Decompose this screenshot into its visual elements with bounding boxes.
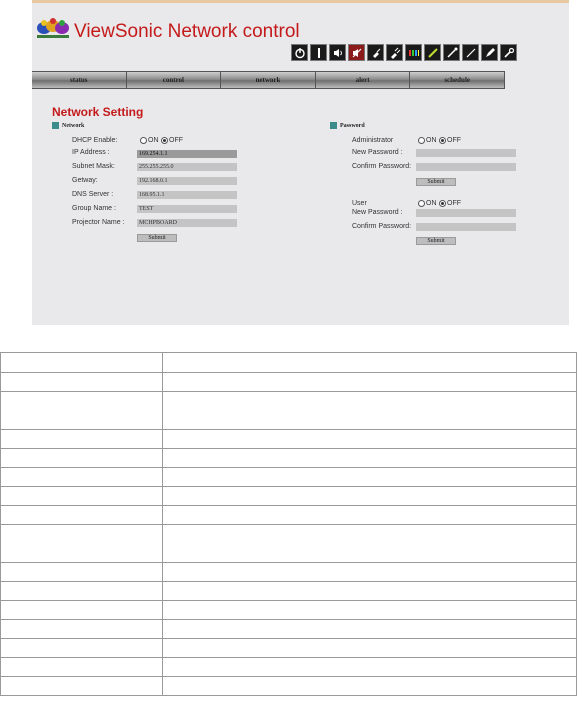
- user-label: User: [352, 200, 367, 207]
- table-row: [1, 487, 577, 506]
- administrator-label: Administrator: [352, 137, 394, 144]
- table-cell: [1, 468, 163, 487]
- table-row: [1, 373, 577, 392]
- password-heading-label: Password: [340, 122, 365, 129]
- table-row: [1, 449, 577, 468]
- power-icon[interactable]: [291, 44, 308, 61]
- dhcp-label: DHCP Enable:: [72, 137, 118, 144]
- table-row: [1, 353, 577, 373]
- radio-on-icon: [418, 200, 425, 207]
- ip-address-field[interactable]: 169.254.1.1: [137, 150, 237, 158]
- table-cell: [1, 487, 163, 506]
- table-cell: [1, 582, 163, 601]
- table-cell: [1, 449, 163, 468]
- section-square-icon: [52, 122, 59, 129]
- table-cell: [1, 373, 163, 392]
- table-row: [1, 620, 577, 639]
- table-cell: [163, 430, 577, 449]
- radio-checked-icon: [439, 200, 446, 207]
- network-submit-button[interactable]: Submit: [137, 234, 177, 242]
- table-cell: [1, 563, 163, 582]
- user-on-radio[interactable]: ON: [418, 200, 437, 207]
- control-toolbar: [291, 44, 517, 61]
- user-confirm-password-label: Confirm Password:: [352, 223, 412, 230]
- table-cell: [163, 563, 577, 582]
- tab-status[interactable]: status: [32, 72, 127, 88]
- volume-icon[interactable]: [329, 44, 346, 61]
- table-row: [1, 392, 577, 430]
- table-cell: [163, 449, 577, 468]
- gateway-field[interactable]: 192.168.0.1: [137, 177, 237, 185]
- subnet-label: Subnet Mask:: [72, 163, 115, 170]
- table-cell: [163, 620, 577, 639]
- subnet-mask-field[interactable]: 255.255.255.0: [137, 163, 237, 171]
- plug2-icon[interactable]: [386, 44, 403, 61]
- radio-checked-icon: [161, 137, 168, 144]
- mute-icon[interactable]: [348, 44, 365, 61]
- table-cell: [163, 601, 577, 620]
- pencil-icon[interactable]: [462, 44, 479, 61]
- table-row: [1, 601, 577, 620]
- ip-label: IP Address :: [72, 149, 110, 156]
- admin-submit-button[interactable]: Submit: [416, 178, 456, 186]
- admin-confirm-password-field[interactable]: [416, 163, 516, 171]
- user-off-radio[interactable]: OFF: [439, 200, 461, 207]
- group-name-field[interactable]: TEST: [137, 205, 237, 213]
- radio-on-icon: [140, 137, 147, 144]
- table-cell: [1, 601, 163, 620]
- table-row: [1, 525, 577, 563]
- table-cell: [163, 658, 577, 677]
- table-cell: [1, 392, 163, 430]
- app-title: ViewSonic Network control: [74, 21, 300, 42]
- dns-label: DNS Server :: [72, 191, 114, 198]
- user-submit-button[interactable]: Submit: [416, 237, 456, 245]
- table-cell: [163, 677, 577, 696]
- table-cell: [163, 582, 577, 601]
- table-cell: [1, 639, 163, 658]
- table-row: [1, 506, 577, 525]
- wrench-icon[interactable]: [500, 44, 517, 61]
- table-cell: [1, 677, 163, 696]
- plug-icon[interactable]: [367, 44, 384, 61]
- table-row: [1, 430, 577, 449]
- table-cell: [1, 353, 163, 373]
- tab-schedule[interactable]: schedule: [410, 72, 505, 88]
- tab-network[interactable]: network: [221, 72, 316, 88]
- marker-icon[interactable]: [481, 44, 498, 61]
- table-row: [1, 658, 577, 677]
- brush-icon[interactable]: [443, 44, 460, 61]
- gateway-label: Getway:: [72, 177, 98, 184]
- admin-new-password-label: New Password :: [352, 149, 403, 156]
- admin-off-radio[interactable]: OFF: [439, 137, 461, 144]
- table-cell: [1, 620, 163, 639]
- table-row: [1, 468, 577, 487]
- dhcp-on-radio[interactable]: ON: [140, 137, 159, 144]
- admin-confirm-password-label: Confirm Password:: [352, 163, 412, 170]
- table-cell: [1, 525, 163, 563]
- table-row: [1, 677, 577, 696]
- section-square-icon: [330, 122, 337, 129]
- table-row: [1, 582, 577, 601]
- table-cell: [163, 525, 577, 563]
- admin-on-radio[interactable]: ON: [418, 137, 437, 144]
- tab-control[interactable]: control: [127, 72, 222, 88]
- table-cell: [163, 392, 577, 430]
- dhcp-off-radio[interactable]: OFF: [161, 137, 183, 144]
- main-nav: [32, 71, 505, 89]
- input-icon[interactable]: [310, 44, 327, 61]
- table-row: [1, 563, 577, 582]
- dns-server-field[interactable]: 168.95.1.1: [137, 191, 237, 199]
- table-cell: [1, 430, 163, 449]
- user-confirm-password-field[interactable]: [416, 223, 516, 231]
- projector-name-field[interactable]: MCHPBOARD: [137, 219, 237, 227]
- password-section-heading: [330, 122, 365, 129]
- table-cell: [1, 658, 163, 677]
- radio-on-icon: [418, 137, 425, 144]
- table-cell: [163, 487, 577, 506]
- projector-name-label: Projector Name :: [72, 219, 125, 226]
- table-row: [1, 639, 577, 658]
- user-new-password-label: New Password :: [352, 209, 403, 216]
- table-cell: [163, 468, 577, 487]
- table-cell: [163, 373, 577, 392]
- empty-table: [0, 352, 577, 696]
- radio-checked-icon: [439, 137, 446, 144]
- network-section-heading: [52, 122, 84, 129]
- page-title: Network Setting: [52, 105, 144, 119]
- table-cell: [163, 639, 577, 658]
- pen-icon[interactable]: [424, 44, 441, 61]
- table-cell: [163, 506, 577, 525]
- viewsonic-logo: [35, 15, 71, 41]
- table-cell: [163, 353, 577, 373]
- user-new-password-field[interactable]: [416, 209, 516, 217]
- group-name-label: Group Name :: [72, 205, 116, 212]
- rgb-icon[interactable]: [405, 44, 422, 61]
- table-cell: [1, 506, 163, 525]
- admin-new-password-field[interactable]: [416, 149, 516, 157]
- tab-alert[interactable]: alert: [316, 72, 411, 88]
- screenshot-panel: [32, 0, 569, 325]
- network-heading-label: Network: [62, 122, 85, 129]
